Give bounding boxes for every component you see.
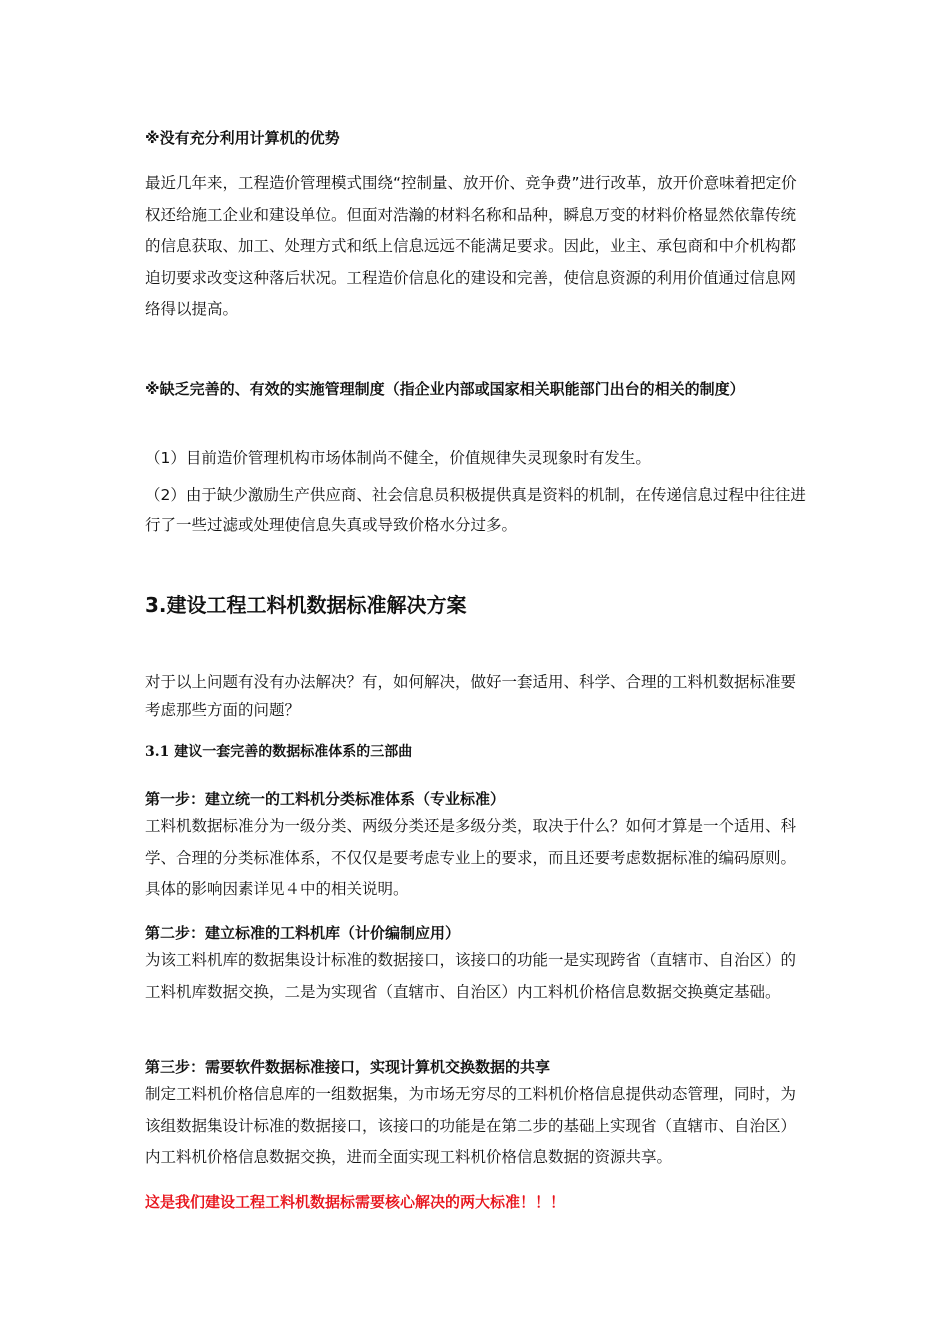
section-title-solution: 3.建设工程工料机数据标准解决方案 xyxy=(145,593,467,617)
section-heading-computer-advantage: ※没有充分利用计算机的优势 xyxy=(145,129,340,147)
list-item-1: （1）目前造价管理机构市场体制尚不健全，价值规律失灵现象时有发生。 xyxy=(145,449,651,467)
step-3-body: 制定工料机价格信息库的一组数据集，为市场无穷尽的工料机价格信息提供动态管理，同时，为该组数据集设计标准的数据接口，该接口的功能是在第二步的基础上实现省（直辖市、自治区）内工料机价格信息数据交换，进而全面实现工料机价格信息数据的资源共享。 xyxy=(145,1085,797,1166)
step-1-title: 第一步：建立统一的工料机分类标准体系（专业标准） xyxy=(145,790,506,808)
step-3-title: 第三步：需要软件数据标准接口，实现计算机交换数据的共享 xyxy=(145,1058,551,1076)
step-2-body: 为该工料机库的数据集设计标准的数据接口，该接口的功能一是实现跨省（直辖市、自治区）的工料机库数据交换，二是为实现省（直辖市、自治区）内工料机价格信息数据交换奠定基础。 xyxy=(145,951,797,1001)
section-heading-management-system: ※缺乏完善的、有效的实施管理制度（指企业内部或国家相关职能部门出台的相关的制度） xyxy=(145,380,745,398)
paragraph-intro: 对于以上问题有没有办法解决？有，如何解决，做好一套适用、科学、合理的工料机数据标准要考虑那些方面的问题？ xyxy=(145,673,797,719)
step-1-body: 工料机数据标准分为一级分类、两级分类还是多级分类，取决于什么？如何才算是一个适用、科学、合理的分类标准体系，不仅仅是要考虑专业上的要求，而且还要考虑数据标准的编码原则。具体的影响因素详见４中的相关说明。 xyxy=(145,817,797,898)
highlight-conclusion: 这是我们建设工程工料机数据标需要核心解决的两大标准！！！ xyxy=(145,1193,566,1211)
step-2-title: 第二步：建立标准的工料机库（计价编制应用） xyxy=(145,924,461,942)
list-item-2: （2）由于缺少激励生产供应商、社会信息员积极提供真是资料的机制，在传递信息过程中往往进行了一些过滤或处理使信息失真或导致价格水分过多。 xyxy=(145,486,806,534)
subsection-title-3-1: 3.1 建议一套完善的数据标准体系的三部曲 xyxy=(145,744,413,760)
paragraph-reform-background: 最近几年来，工程造价管理模式围绕“控制量、放开价、竞争费”进行改革，放开价意味着把定价权还给施工企业和建设单位。但面对浩瀚的材料名称和品种，瞬息万变的材料价格显然依靠传统的信息获取、加工、处理方式和纸上信息远远不能满足要求。因此，业主、承包商和中介机构都迫切要求改变这种落后状况。工程造价信息化的建设和完善，使信息资源的利用价值通过信息网络得以提高。 xyxy=(145,174,797,318)
